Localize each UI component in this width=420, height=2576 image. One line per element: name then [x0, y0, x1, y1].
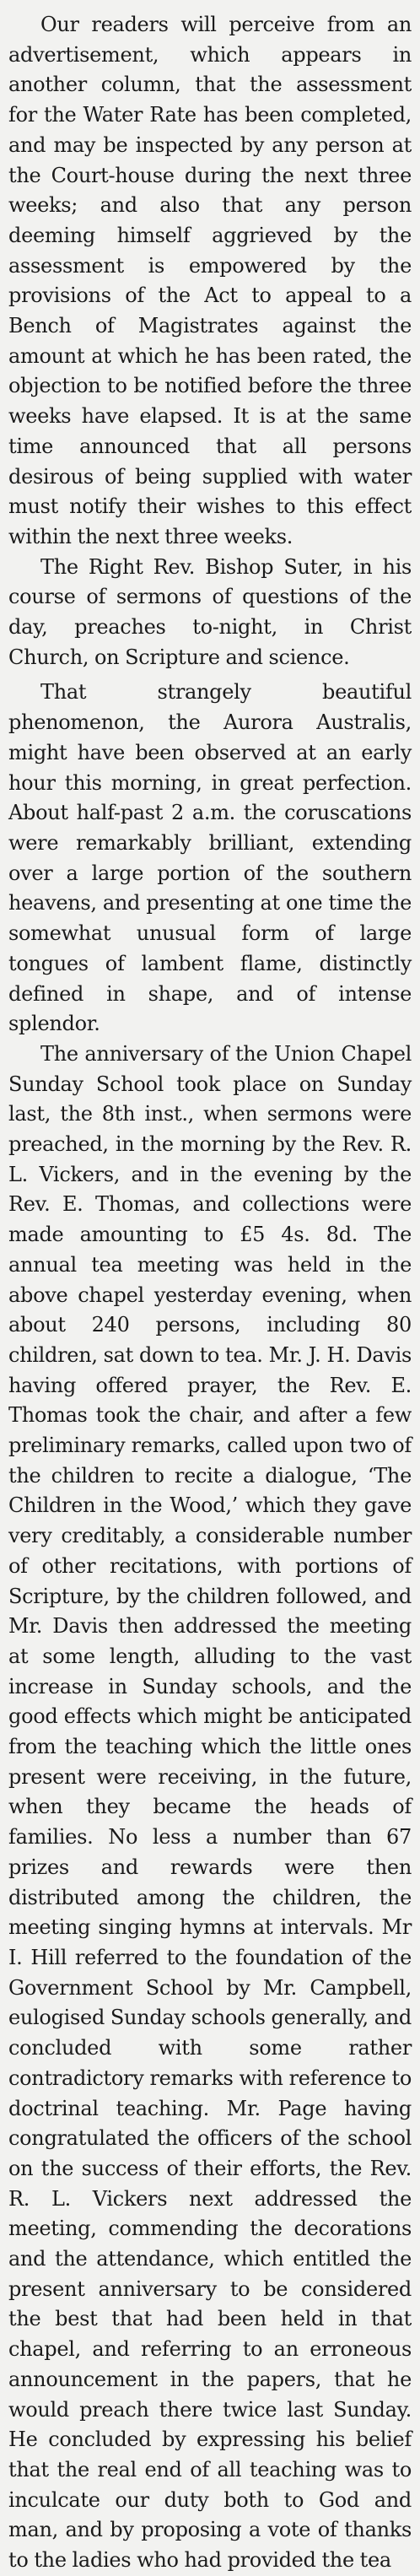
aurora-australis-paragraph: That strangely beautiful phenomenon, the Aurora Australis, might have been observed at an early hour this morning, in great perfection. About half-past 2 a.m. the coruscations were remarkably brilliant, extending over a large portion of the southern heavens, and presenting at one time the somewhat unusual form of large tongues of lambent flame, distinctly defined in shape, and of intense splendor.: [8, 680, 412, 1036]
water-rate-paragraph: Our readers will perceive from an advertisement, which appears in another column, that the assessment for the Water Rate has been completed, and may be inspected by any person at the Court-house during the next three weeks; and also that any person deeming himself aggrieved by the assessment is empowered by the provisions of the Act to appeal to a Bench of Magistrates against the amount at which he has been rated, the objection to be notified before the three weeks have elapsed. It is at the same time announced that all persons desirous of being supplied with water must notify their wishes to this effect within the next three weeks.: [8, 13, 412, 548]
news-column: [8, 10, 412, 2576]
union-chapel-paragraph: The anniversary of the Union Chapel Sunday School took place on Sunday last, the 8th inst., when sermons were preached, in the morning by the Rev. R. L. Vickers, and in the evening by the Rev. E. Thomas, and collections were made amounting to £5 4s. 8d. The annual tea meeting was held in the above chapel yesterday evening, when about 240 persons, including 80 children, sat down to tea. Mr. J. H. Davis having offered prayer, the Rev. E. Thomas took the chair, and after a few preliminary remarks, called upon two of the children to recite a dialogue, ‘The Children in the Wood,’ which they gave very creditably, a considerable number of other recitations, with portions of Scripture, by the children followed, and Mr. Davis then addressed the meeting at some length, alluding to the vast increase in Sunday schools, and the good effects which might be anticipated from the teaching which the little ones present were receiving, in the future, when they became the heads of families. No less a number than 67 prizes and rewards were then distributed among the children, the meeting singing hymns at intervals. Mr I. Hill referred to the foundation of the Government School by Mr. Campbell, eulogised Sunday schools generally, and concluded with some rather contradictory remarks with reference to doctrinal teaching. Mr. Page having congratulated the officers of the school on the success of their efforts, the Rev. R. L. Vickers next addressed the meeting, commending the decorations and the attendance, which entitled the present anniversary to be considered the best that had been held in that chapel, and referring to an erroneous announcement in the papers, that he would preach there twice last Sunday. He concluded by expressing his belief that the real end of all teaching was to inculcate our duty both to God and man, and by proposing a vote of thanks to the ladies who had provided the tea: [8, 1041, 412, 2573]
bishop-suter-paragraph: The Right Rev. Bishop Suter, in his course of sermons of questions of the day, preaches to-night, in Christ Church, on Scripture and science.: [8, 554, 412, 669]
